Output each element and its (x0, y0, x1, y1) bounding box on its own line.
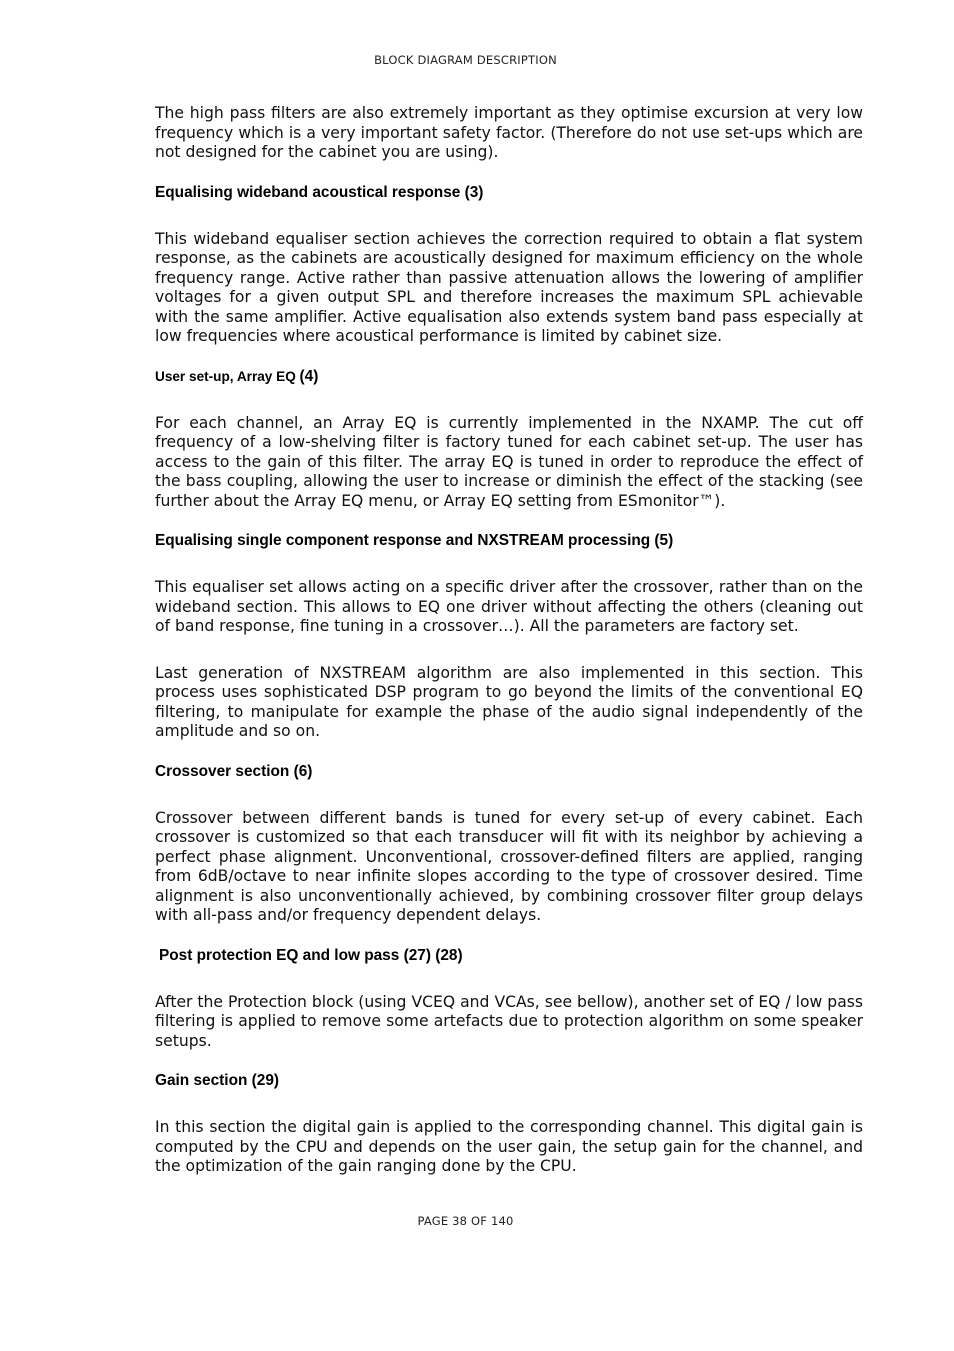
gain-paragraph: In this section the digital gain is applied to the corresponding channel. This digital gain is computed by the CPU and depends on the user gain, the setup gain for the channel, and the optimization of the gain ranging done by the CPU. (155, 1118, 863, 1175)
single-component-paragraph-2: Last generation of NXSTREAM algorithm are also implemented in this section. This process uses sophisticated DSP program to go beyond the limits of the conventional EQ filtering, to manipulate for example the phase of the audio signal independently of the amplitude and so on. (155, 663, 863, 740)
wideband-paragraph: This wideband equaliser section achieves the correction required to obtain a flat system response, as the cabinets are acoustically designed for maximum efficiency on the whole frequency range. Active rather than passive attenuation allows the lowering of amplifier voltages for a given output SPL and therefore increases the maximum SPL achievable with the same amplifier. Active equalisation also extends system band pass especially at low frequencies where acoustical performance is limited by cabinet size. (155, 229, 863, 345)
section-heading-gain: Gain section (29) (155, 1072, 280, 1089)
section-heading-wideband: Equalising wideband acoustical response (3) (155, 183, 484, 201)
single-component-paragraph-1: This equaliser set allows acting on a specific driver after the crossover, rather than on the wideband section. This allows to EQ one driver without affecting the others (cleaning out of band response, fine tuning in a crossover…). All the parameters are factory set. (155, 578, 863, 635)
array-eq-paragraph: For each channel, an Array EQ is currently implemented in the NXAMP. The cut off frequency of a low-shelving filter is factory tuned for each cabinet set-up. The user has access to the gain of this filter. The array EQ is tuned in order to reproduce the effect of the bass coupling, allowing the user to increase or diminish the effect of the stacking (see further about the Array EQ menu, or Array EQ setting from ESmonitor™). (155, 413, 863, 510)
post-protection-paragraph: After the Protection block (using VCEQ and VCAs, see bellow), another set of EQ / low pass filtering is applied to remove some artefacts due to protection algorithm on some speaker setups. (155, 992, 863, 1050)
array-eq-heading-number: (4) (299, 367, 319, 385)
array-eq-heading-text: User set-up, Array EQ (155, 368, 300, 384)
section-heading-array-eq (155, 367, 863, 386)
crossover-paragraph: Crossover between different bands is tuned for every set-up of every cabinet. Each crossover is customized so that each transducer will fit with its neighbor by achieving a perfect phase alignment. Unconventional, crossover-defined filters are applied, ranging from 6dB/octave to near infinite slopes according to the type of crossover desired. Time alignment is also unconventionally achieved, by combining crossover filter group delays with all-pass and/or frequency dependent delays. (155, 808, 863, 924)
section-heading-single-component: Equalising single component response and NXSTREAM processing (5) (155, 532, 674, 549)
page-number: PAGE 38 OF 140 (417, 1214, 514, 1228)
page-body (155, 104, 863, 1197)
section-heading-post-protection: Post protection EQ and low pass (27) (28) (159, 946, 463, 964)
section-heading-crossover: Crossover section (6) (155, 762, 313, 780)
running-header: BLOCK DIAGRAM DESCRIPTION (374, 53, 557, 67)
intro-paragraph: The high pass filters are also extremely important as they optimise excursion at very low frequency which is a very important safety factor. (Therefore do not use set-ups which are not designed for the cabinet you are using). (155, 104, 863, 161)
